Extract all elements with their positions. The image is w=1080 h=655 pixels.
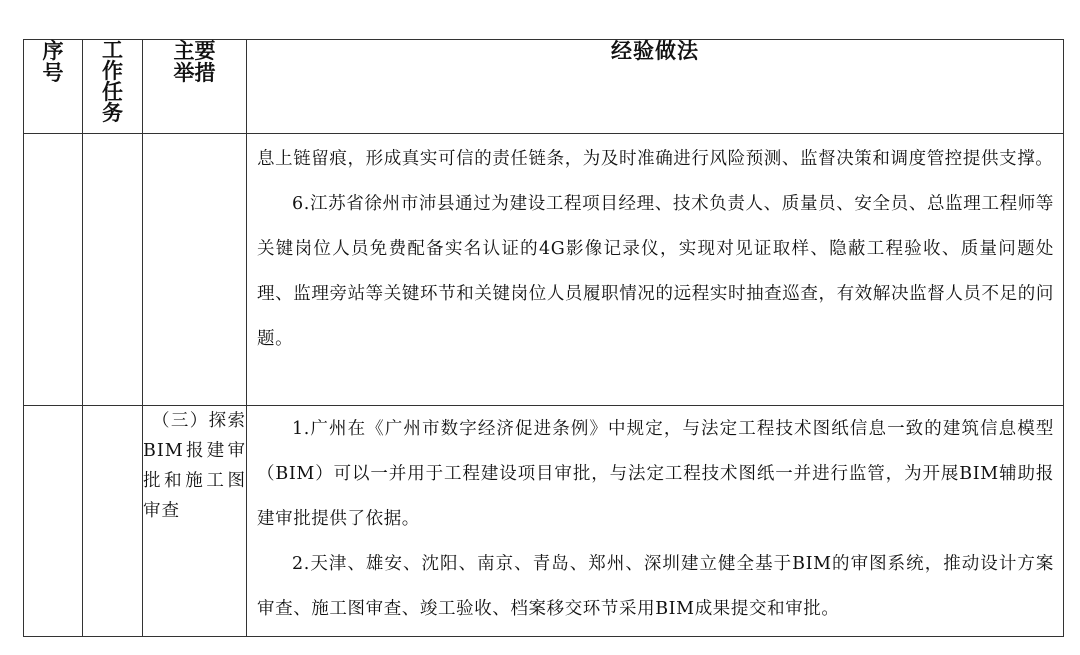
cell-measure — [143, 134, 247, 406]
header-index-char: 号 — [42, 61, 64, 85]
cell-task — [83, 406, 143, 637]
cell-task — [83, 134, 143, 406]
practice-paragraph: 2.天津、雄安、沈阳、南京、青岛、郑州、深圳建立健全基于BIM的审图系统，推动设计方案审查、施工图审查、竣工验收、档案移交环节采用BIM成果提交和审批。 — [257, 554, 1054, 619]
header-measure — [143, 40, 247, 134]
header-task-char: 作 — [102, 59, 123, 83]
header-practice: 经验做法 — [247, 40, 1064, 134]
header-row — [24, 40, 1064, 134]
header-index — [24, 40, 83, 134]
practice-paragraph: 6.江苏省徐州市沛县通过为建设工程项目经理、技术负责人、质量员、安全员、总监理工程师等关键岗位人员免费配备实名认证的4G影像记录仪，实现对见证取样、隐蔽工程验收、质量问题处理、监理旁站等关键环节和关键岗位人员履职情况的远程实时抽查巡查，有效解决监督人员不足的问题。 — [257, 194, 1054, 349]
header-measure-line: 主要 — [173, 39, 216, 63]
header-task-char: 任 — [102, 80, 123, 104]
measure-text: （三）探索BIM报建审批和施工图审查 — [143, 411, 246, 521]
header-measure-line: 举措 — [173, 61, 216, 85]
practice-paragraph: 1.广州在《广州市数字经济促进条例》中规定，与法定工程技术图纸信息一致的建筑信息模型（BIM）可以一并用于工程建设项目审批，与法定工程技术图纸一并进行监管，为开展BIM辅助报建审批提供了依据。 — [257, 419, 1054, 529]
cell-practice — [247, 406, 1064, 637]
cell-practice — [247, 134, 1064, 406]
cell-index — [24, 134, 83, 406]
header-index-char: 序 — [42, 39, 64, 63]
experience-table — [23, 39, 1064, 637]
table-row — [24, 134, 1064, 406]
header-task-char: 务 — [102, 101, 123, 125]
header-task-char: 工 — [102, 38, 123, 62]
header-task — [83, 40, 143, 134]
cell-measure — [143, 406, 247, 637]
table-row — [24, 406, 1064, 637]
practice-paragraph: 息上链留痕，形成真实可信的责任链条，为及时准确进行风险预测、监督决策和调度管控提供支撑。 — [257, 149, 1054, 169]
cell-index — [24, 406, 83, 637]
